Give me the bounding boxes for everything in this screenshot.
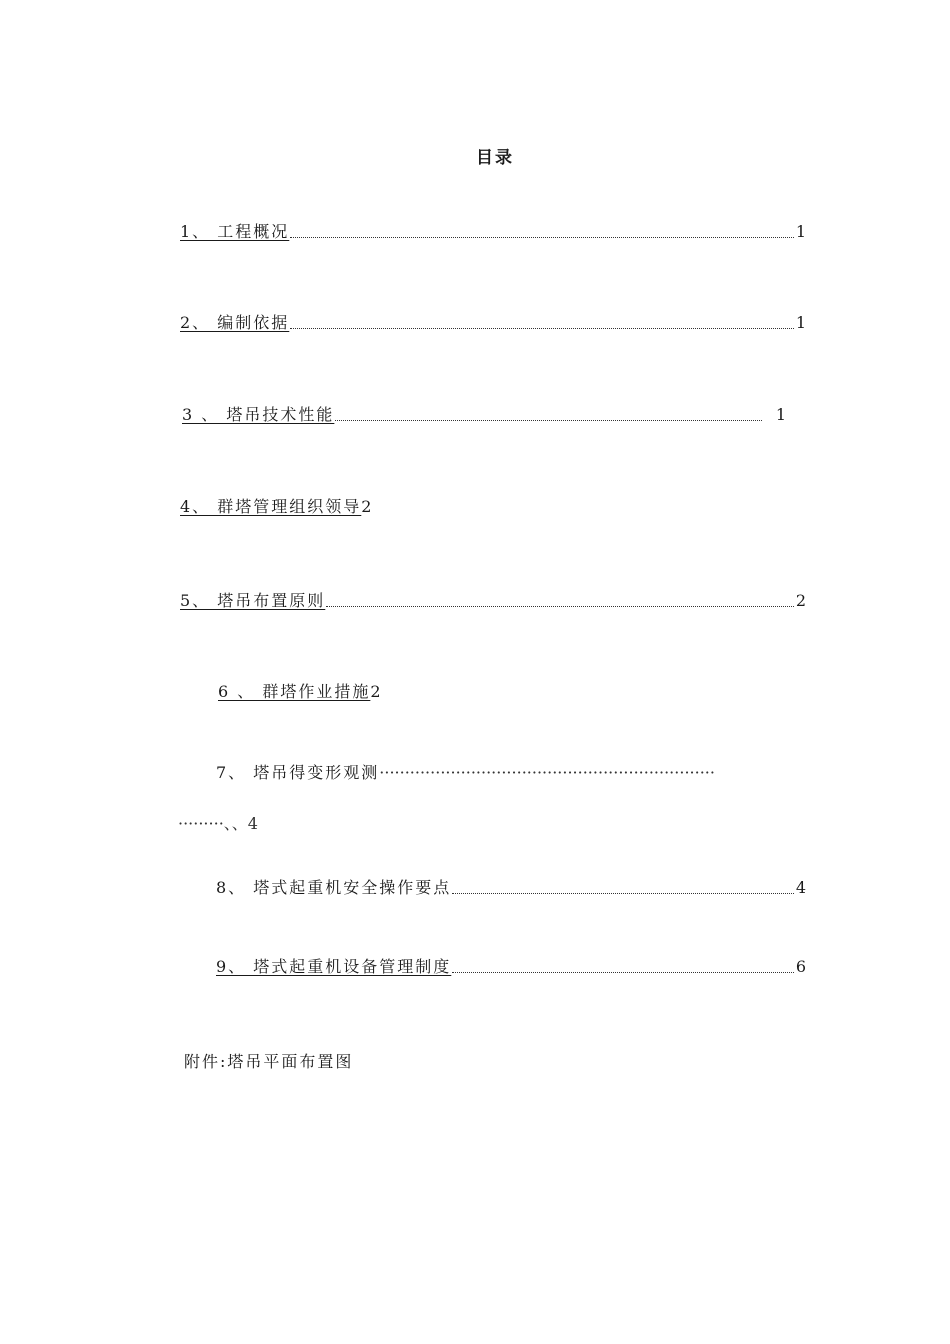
toc-entry-label[interactable]: 4、 群塔管理组织领导 xyxy=(180,497,362,516)
toc-entry-8[interactable] xyxy=(216,878,806,898)
toc-page-number: 1 xyxy=(795,313,806,332)
toc-entry-label[interactable]: 5、 塔吊布置原则 xyxy=(180,591,326,610)
toc-page-number: 2 xyxy=(361,497,372,516)
toc-entry-label[interactable]: 9、 塔式起重机设备管理制度 xyxy=(216,957,452,976)
toc-leader-dots xyxy=(452,893,794,894)
toc-leader-dots xyxy=(335,420,761,421)
toc-leader-dots xyxy=(326,606,794,607)
toc-leader-dots: ·································································· xyxy=(379,763,715,782)
toc-page-number: 1 xyxy=(795,222,806,241)
toc-entry-7[interactable] xyxy=(216,763,806,783)
toc-page-number: 4 xyxy=(795,878,806,897)
toc-entry-3[interactable] xyxy=(182,405,786,425)
toc-entry-label[interactable]: 6 、 群塔作业措施 xyxy=(218,682,371,701)
toc-entry-2[interactable] xyxy=(180,313,806,333)
toc-entry-continuation: ·········、、4 xyxy=(178,814,258,833)
toc-leader-dots xyxy=(290,328,794,329)
toc-entry-7-continuation xyxy=(178,814,258,834)
toc-entry-4[interactable] xyxy=(180,497,371,517)
toc-leader-dots xyxy=(452,972,794,973)
toc-entry-9[interactable] xyxy=(216,957,806,977)
toc-title: 目录 xyxy=(476,148,514,168)
toc-entry-1[interactable] xyxy=(180,222,806,242)
toc-entry-label[interactable]: 1、 工程概况 xyxy=(180,222,290,241)
toc-entry-label[interactable]: 7、 塔吊得变形观测 xyxy=(216,763,380,782)
toc-page-number: 2 xyxy=(795,591,806,610)
toc-entry-6[interactable] xyxy=(218,682,381,702)
toc-page-number: 2 xyxy=(370,682,381,701)
toc-entry-label[interactable]: 3 、 塔吊技术性能 xyxy=(182,405,335,424)
toc-page-number: 1 xyxy=(775,405,786,424)
toc-entry-5[interactable] xyxy=(180,591,806,611)
annex-note: 附件:塔吊平面布置图 xyxy=(184,1052,354,1071)
toc-leader-dots xyxy=(290,237,794,238)
toc-page-number: 6 xyxy=(795,957,806,976)
toc-entry-label[interactable]: 8、 塔式起重机安全操作要点 xyxy=(216,878,452,897)
toc-entry-label[interactable]: 2、 编制依据 xyxy=(180,313,290,332)
